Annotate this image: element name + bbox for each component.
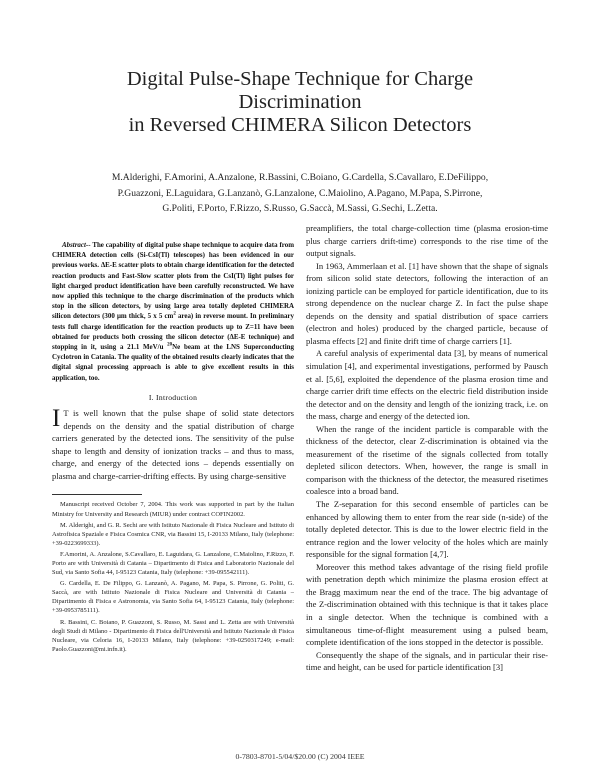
author-line: M.Alderighi, F.Amorini, A.Anzalone, R.Bassini, C.Boiano, G.Cardella, S.Cavallaro, E.DeFilippo, bbox=[111, 172, 489, 183]
intro-paragraph bbox=[52, 407, 294, 482]
abstract-sup: 2 bbox=[173, 312, 176, 318]
footnote: G. Cardella, E. De Filippo, G. Lanzanò, A. Pagano, M. Papa, S. Pirrone, G. Politi, G. Saccà, are with Istituto Nazionale di Fisica Nucleare and Università di Catania – Dipartimento di Fisica e Astronomia, via Santo Sofia 64, I-95123 Catania, Italy (telephone: +39-0953785111). bbox=[52, 580, 294, 615]
title-line: in Reversed CHIMERA Silicon Detectors bbox=[128, 114, 472, 136]
body-paragraph: When the range of the incident particle is comparable with the thickness of the detector, clear Z-discrimination is obtained via the measurement of the risetime of the signals collected from totally depleted silicon detectors. When, however, the range is small in comparison with the thickness of the detector, the measured risetimes coalesce into a broad band. bbox=[306, 423, 548, 497]
body-paragraph: A careful analysis of experimental data [3], by means of numerical simulation [4], and experimental investigations, performed by Pausch et al. [5,6], exploited the dependence of the plasma erosion time and charge carrier drift time effects on the electric field distribution inside the detector and on the density and length of the ionizing track, i.e. on the mass, charge and energy of the detected ion. bbox=[306, 348, 548, 422]
body-paragraph: In 1963, Ammerlaan et al. [1] have shown that the shape of signals from silicon solid state detectors, following the interaction of an ionizing particle can be employed for particle identification, due to its strong dependence on the nuclear charge Z. In fact the pulse shape depends on the density and spatial distribution of space carriers (electron and holes) produced by the charged particle, because of plasma effects [2] and finite drift time of charge carriers [1]. bbox=[306, 260, 548, 346]
body-paragraph: Consequently the shape of the signals, and in particular their rise-time and height, can be used for particle identification [3] bbox=[306, 649, 548, 673]
paper-title bbox=[40, 68, 560, 137]
abstract-lead: Abstract bbox=[62, 241, 86, 249]
abstract bbox=[52, 240, 294, 383]
left-column bbox=[52, 240, 294, 656]
section-heading: I. Introduction bbox=[148, 392, 198, 402]
abstract-text: Ne beam at the LNS Superconducting Cyclotron in Catania. The quality of the obtained results clearly indicates that the digital signal processing approach is able to give excellent results in this application, too. bbox=[52, 343, 294, 382]
author-line: P.Guazzoni, E.Laguidara, G.Lanzanò, G.Lanzalone, C.Maiolino, A.Pagano, M.Papa, S.Pirrone, bbox=[117, 187, 483, 199]
drop-cap: I bbox=[52, 405, 61, 433]
abstract-text: area) in reverse mount. In preliminary tests full charge identification for the reaction products up to Z=11 have been obtained for products both crossing the silicon detector (ΔE-E technique) and stopping in it, using a 21.1 MeV/u bbox=[52, 312, 294, 352]
footnote: Manuscript received October 7, 2004. This work was supported in part by the Italian Ministry for University and Research (MIUR) under contract COFIN2002. bbox=[52, 501, 294, 518]
author-list bbox=[60, 170, 540, 217]
abstract-sup: 20 bbox=[167, 342, 173, 348]
footnote-rule bbox=[52, 494, 142, 495]
title-line: Discrimination bbox=[238, 91, 362, 113]
footnote: R. Bassini, C. Boiano, P. Guazzoni, S. Russo, M. Sassi and L. Zetta are with Università degli Studi di Milano - Dipartimento di Fisica dell'Università and Istituto Nazionale di Fisica Nucleare, via Celoria 16, I-20133 Milano, Italy (telephone: +39-0250317249; e-mail: Paolo.Guazzoni@mi.infn.it). bbox=[52, 618, 294, 653]
author-line: G.Politi, F.Porto, F.Rizzo, S.Russo, G.Saccà, M.Sassi, G.Sechi, L.Zetta. bbox=[162, 203, 438, 214]
abstract-text: -- The capability of digital pulse shape technique to acquire data from CHIMERA detection cells (Si-CsI(Tl) telescopes) has been evidenced in our previous works. ΔE-E scatter plots to obtain charge identification for the detected reaction products and Fast-Slow scatter plots from the CsI(Tl) light pulses for light charged product identification have been carefully reconstructed. We have now applied this technique to the charge discrimination of the products which stop in the silicon detectors, by using large area totally depleted CHIMERA silicon detectors (300 μm thick, 5 x 5 cm bbox=[52, 241, 294, 321]
footnote: F.Amorini, A. Anzalone, S.Cavallaro, E. Laguidara, G. Lanzalone, C.Maiolino, F.Rizzo, F. Porto are with Università di Catania – Dipartimento di Fisica and Laboratorio Nazionale del Sud, via Santo Sofia 44, I-95123 Catania, Italy (telephone: +39-095542111). bbox=[52, 550, 294, 577]
footnote: M. Alderighi, and G. R. Sechi are with Istituto Nazionale di Fisica Nucleare and Istituto di Astrofisica Spaziale e Fisica Cosmica CNR, via Bassini 15, I-20133 Milano, Italy (telephone: +39-0223699333). bbox=[52, 521, 294, 547]
body-paragraph: The Z-separation for this second ensemble of particles can be enhanced by allowing them to enter from the rear side (n-side) of the totally depleted detector. This is due to the lower electric field in the entrance region and the lower velocity of the holes which are mainly responsible for the signal formation [4,7]. bbox=[306, 499, 548, 560]
body-paragraph: preamplifiers, the total charge-collection time (plasma erosion-time plus charge carriers drift-time) corresponds to the rise time of the output signals. bbox=[306, 223, 548, 259]
right-column bbox=[306, 222, 548, 674]
title-line: Digital Pulse-Shape Technique for Charge bbox=[126, 68, 474, 90]
intro-text: T is well known that the pulse shape of solid state detectors depends on the density and the spatial distribution of charge carriers generated by the detected ions. The sensitivity of the pulse shape to length and density of ionization tracks – and thus to mass, charge, and energy of the detected ions – depends essentially on plasma and charge-carrier-drifting effects. By using charge-sensitive bbox=[52, 408, 294, 481]
copyright-footer: 0-7803-8701-5/04/$20.00 (C) 2004 IEEE bbox=[235, 752, 365, 761]
body-paragraph: Moreover this method takes advantage of the rising field profile with penetration depth which minimize the plasma erosion effect at the Bragg maximum near the end of the trace. The big advantage of the Z-discrimination obtained with this technique is that it takes place in a single detector. When the technique is combined with a simultaneous time-of-flight measurement using a pulsed beam, complete identification of the ions stopped in the detector is possible. bbox=[306, 561, 548, 648]
